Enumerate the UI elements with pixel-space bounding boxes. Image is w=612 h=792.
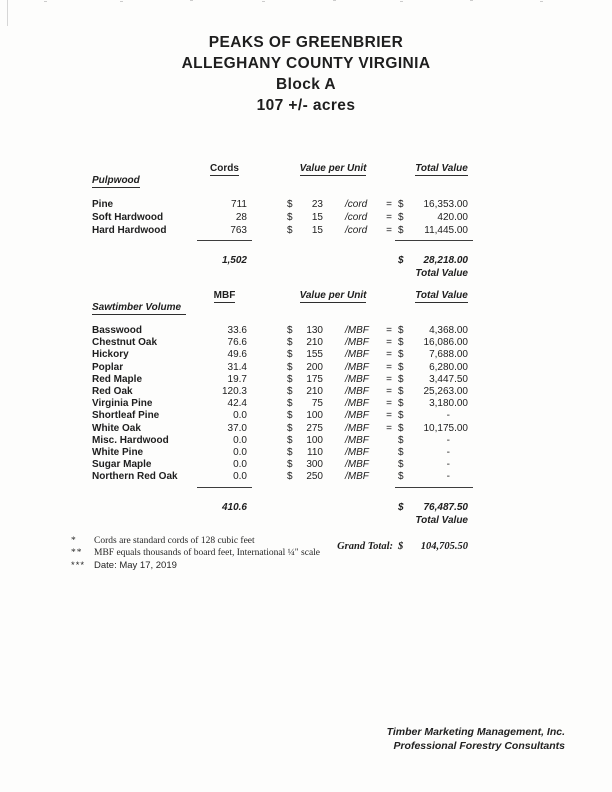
dollar-sign: $ [398, 212, 404, 223]
row-total-value: 420.00 [437, 212, 468, 223]
dollar-sign: $ [398, 410, 404, 422]
quantity-value: 76.6 [227, 337, 247, 349]
footer-company-tagline: Professional Forestry Consultants [393, 739, 565, 752]
dollar-sign: $ [287, 410, 293, 422]
dollar-sign: $ [398, 386, 404, 398]
unit-price-value: 75 [311, 398, 323, 410]
dollar-sign: $ [398, 225, 404, 236]
unit-label: /cord [345, 199, 368, 210]
value-per-unit-column-header: Value per Unit [299, 290, 367, 301]
species-table-row [92, 362, 473, 374]
species-name: Red Maple [92, 373, 143, 385]
quantity-value: 37.0 [227, 422, 247, 434]
cords-column-header: Cords [210, 163, 239, 174]
pulpwood-header-row [92, 163, 473, 175]
title-block-id: Block A [276, 76, 336, 93]
unit-label: /MBF [345, 373, 369, 385]
species-table-row [92, 374, 473, 386]
quantity-value: 0.0 [233, 447, 247, 459]
unit-price-value: 15 [311, 212, 323, 223]
unit-label: /MBF [345, 349, 369, 361]
dollar-sign: $ [398, 373, 404, 385]
quantity-value: 0.0 [233, 459, 247, 471]
species-table-row [92, 386, 473, 398]
value-per-unit-column-header: Value per Unit [299, 163, 367, 174]
unit-price-value: 100 [306, 410, 323, 422]
row-total-value: 6,280.00 [429, 361, 468, 373]
unit-label: /MBF [345, 471, 369, 483]
dollar-sign: $ [398, 361, 404, 373]
dollar-sign: $ [398, 540, 404, 552]
equals-sign: = [386, 410, 392, 422]
footnote-marker: ** [71, 548, 83, 559]
species-name: White Pine [92, 447, 144, 459]
species-table-row [92, 459, 473, 471]
species-name: Red Oak [92, 386, 133, 398]
equals-sign [383, 471, 395, 483]
dollar-sign: $ [398, 398, 404, 410]
dollar-sign: $ [398, 337, 404, 349]
unit-label: /MBF [345, 361, 369, 373]
title-block [0, 32, 612, 116]
dollar-sign: $ [398, 199, 404, 210]
species-name: Shortleaf Pine [92, 410, 160, 422]
equals-sign: = [386, 361, 392, 373]
pulpwood-section-label: Pulpwood [92, 175, 140, 186]
dollar-sign: $ [398, 255, 404, 266]
sawtimber-subtotal-row [92, 501, 473, 514]
species-table-row [92, 423, 473, 435]
unit-price-value: 130 [306, 325, 323, 336]
quantity-value: 120.3 [221, 386, 247, 398]
unit-label: /MBF [345, 325, 369, 336]
unit-price-value: 250 [306, 471, 323, 483]
footer-company-name: Timber Marketing Management, Inc. [386, 726, 565, 738]
pulpwood-subtotal-value: 28,218.00 [423, 255, 468, 266]
unit-label: /MBF [345, 422, 369, 434]
row-total-value: - [446, 434, 450, 446]
dollar-sign: $ [287, 373, 293, 385]
row-total-value: - [446, 459, 450, 471]
species-name: Basswood [92, 325, 143, 336]
dollar-sign: $ [287, 349, 293, 361]
equals-sign: = [386, 386, 392, 398]
pulpwood-subtotal-label-row [92, 267, 473, 280]
dollar-sign: $ [287, 225, 293, 236]
dollar-sign: $ [287, 337, 293, 349]
unit-label: /MBF [345, 447, 369, 459]
unit-label: /MBF [345, 459, 369, 471]
equals-sign [383, 447, 395, 459]
species-table-row [92, 224, 473, 237]
footnote-text: Date: May 17, 2019 [94, 559, 177, 571]
equals-sign [383, 435, 395, 447]
unit-price-value: 15 [311, 225, 323, 236]
dollar-sign: $ [287, 459, 293, 471]
dollar-sign: $ [287, 422, 293, 434]
unit-price-value: 210 [306, 337, 323, 349]
equals-sign: = [386, 422, 392, 434]
equals-sign: = [386, 199, 392, 210]
dollar-sign: $ [398, 501, 404, 513]
dollar-sign: $ [287, 471, 293, 483]
unit-label: /MBF [345, 337, 369, 349]
sawtimber-rows [92, 325, 473, 484]
quantity-value: 28 [235, 212, 247, 223]
row-total-value: - [446, 410, 450, 422]
row-total-value: 16,086.00 [423, 337, 468, 349]
quantity-value: 0.0 [233, 471, 247, 483]
row-total-value: 7,688.00 [429, 349, 468, 361]
unit-price-value: 23 [311, 199, 323, 210]
sawtimber-subtotal-label-row [92, 514, 473, 527]
species-name: Chestnut Oak [92, 337, 158, 349]
species-name: Sugar Maple [92, 459, 152, 471]
row-total-value: 3,447.50 [429, 373, 468, 385]
pulpwood-subtotal-row [92, 254, 473, 267]
equals-sign: = [386, 212, 392, 223]
unit-price-value: 210 [306, 386, 323, 398]
unit-label: /MBF [345, 410, 369, 422]
dollar-sign: $ [398, 349, 404, 361]
total-value-column-header: Total Value [415, 163, 468, 174]
species-name: Northern Red Oak [92, 471, 178, 483]
dollar-sign: $ [287, 386, 293, 398]
species-name: Hard Hardwood [92, 225, 167, 236]
dollar-sign: $ [398, 325, 404, 336]
unit-price-value: 155 [306, 349, 323, 361]
species-table-row [92, 410, 473, 422]
sawtimber-subtotal-label: Total Value [415, 514, 468, 526]
row-total-value: 16,353.00 [423, 199, 468, 210]
quantity-value: 49.6 [227, 349, 247, 361]
dollar-sign: $ [287, 212, 293, 223]
species-table-row [92, 325, 473, 337]
sawtimber-section-row [92, 302, 473, 314]
pulpwood-section-row [92, 175, 473, 187]
dollar-sign: $ [287, 434, 293, 446]
quantity-value: 711 [231, 199, 247, 210]
footnote-marker: *** [71, 559, 86, 571]
unit-price-value: 275 [306, 422, 323, 434]
mbf-column-header: MBF [213, 290, 236, 301]
title-county: ALLEGHANY COUNTY VIRGINIA [181, 55, 431, 72]
grand-total-value: 104,705.50 [420, 540, 468, 552]
row-total-value: - [446, 447, 450, 459]
sawtimber-section-label: Sawtimber Volume [92, 302, 252, 314]
species-name: White Oak [92, 422, 141, 434]
title-property-name: PEAKS OF GREENBRIER [208, 34, 404, 51]
row-total-value: 4,368.00 [429, 325, 468, 336]
pulpwood-rows [92, 198, 473, 237]
species-table-row [92, 398, 473, 410]
title-acreage: 107 +/- acres [256, 97, 356, 114]
equals-sign: = [386, 337, 392, 349]
unit-label: /cord [345, 212, 368, 223]
footnote-text: Cords are standard cords of 128 cubic feet [94, 536, 255, 546]
row-total-value: 3,180.00 [429, 398, 468, 410]
unit-price-value: 110 [307, 447, 323, 459]
dollar-sign: $ [398, 434, 404, 446]
footnote-date [71, 560, 320, 572]
row-total-value: 25,263.00 [423, 386, 468, 398]
dollar-sign: $ [398, 447, 404, 459]
sawtimber-sum-rule [92, 487, 473, 489]
equals-sign: = [386, 325, 392, 336]
row-total-value: 10,175.00 [423, 422, 468, 434]
quantity-value: 19.7 [227, 373, 247, 385]
unit-label: /cord [345, 225, 368, 236]
unit-price-value: 175 [306, 373, 323, 385]
quantity-value: 33.6 [227, 325, 247, 336]
quantity-value: 763 [230, 225, 247, 236]
equals-sign [383, 459, 395, 471]
footnote-text: MBF equals thousands of board feet, International ¼" scale [94, 548, 321, 559]
footnote-mbf [71, 547, 320, 559]
valuation-table [92, 163, 473, 553]
equals-sign: = [386, 349, 392, 361]
unit-label: /MBF [345, 398, 369, 410]
consultant-footer [387, 726, 565, 754]
dollar-sign: $ [398, 422, 404, 434]
species-table-row [92, 198, 473, 211]
quantity-value: 31.4 [227, 361, 247, 373]
footnote-marker: * [71, 536, 77, 546]
equals-sign: = [386, 398, 392, 410]
pulpwood-sum-rule [92, 240, 473, 242]
unit-price-value: 100 [306, 434, 323, 446]
species-name: Pine [92, 199, 114, 210]
species-name: Virginia Pine [92, 398, 153, 410]
dollar-sign: $ [287, 361, 293, 373]
quantity-value: 0.0 [233, 434, 247, 446]
quantity-value: 0.0 [233, 410, 247, 422]
footnote-cords [71, 535, 320, 547]
species-name: Soft Hardwood [92, 212, 164, 223]
dollar-sign: $ [398, 471, 404, 483]
dollar-sign: $ [398, 459, 404, 471]
row-total-value: - [446, 471, 450, 483]
sawtimber-header-row [92, 290, 473, 302]
species-table-row [92, 337, 473, 349]
unit-price-value: 200 [306, 361, 323, 373]
footnotes [71, 535, 320, 572]
quantity-value: 42.4 [227, 398, 247, 410]
total-value-column-header: Total Value [415, 290, 468, 301]
dollar-sign: $ [287, 398, 293, 410]
unit-price-value: 300 [306, 459, 323, 471]
species-name: Hickory [92, 349, 129, 361]
species-table-row [92, 435, 473, 447]
species-name: Poplar [92, 361, 124, 373]
dollar-sign: $ [287, 325, 293, 336]
equals-sign: = [386, 225, 392, 236]
species-table-row [92, 211, 473, 224]
species-table-row [92, 471, 473, 483]
dollar-sign: $ [287, 447, 293, 459]
species-table-row [92, 349, 473, 361]
pulpwood-subtotal-cords: 1,502 [221, 255, 247, 266]
unit-label: /MBF [345, 386, 369, 398]
row-total-value: 11,445.00 [424, 225, 468, 236]
equals-sign: = [386, 373, 392, 385]
sawtimber-subtotal-mbf: 410.6 [221, 501, 247, 513]
species-name: Misc. Hardwood [92, 434, 169, 446]
unit-label: /MBF [345, 434, 369, 446]
sawtimber-subtotal-value: 76,487.50 [423, 501, 468, 513]
pulpwood-subtotal-label: Total Value [415, 268, 468, 279]
dollar-sign: $ [287, 199, 293, 210]
grand-total-label: Grand Total: [337, 540, 393, 552]
species-table-row [92, 447, 473, 459]
